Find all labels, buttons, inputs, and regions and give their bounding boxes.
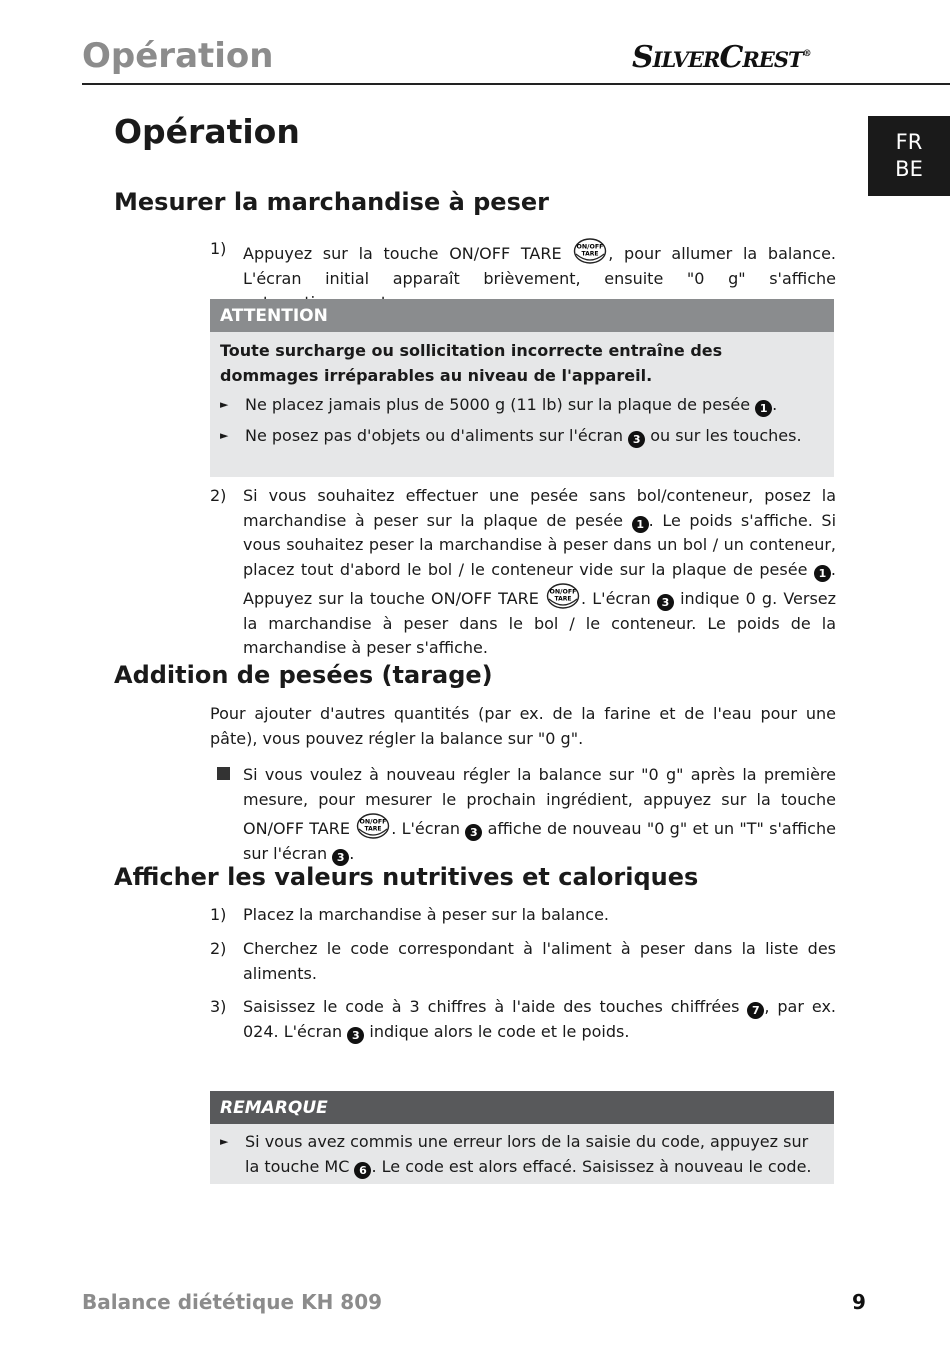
triangle-bullet-icon: ► <box>220 1135 229 1148</box>
language-tab <box>868 116 950 196</box>
attention-bullet: ► Ne posez pas d'objets ou d'aliments sur l'écran 3 ou sur les touches. <box>210 423 824 448</box>
svg-text:TARE: TARE <box>581 250 599 258</box>
step-number: 2) <box>210 486 227 505</box>
screen-ref-icon: 3 <box>332 849 349 866</box>
tare-intro: Pour ajouter d'autres quantités (par ex. de la farine et de l'eau pour une pâte), vous pouvez régler la balance sur "0 g". <box>210 704 836 748</box>
page-number: 9 <box>852 1290 866 1314</box>
step-1-text: Appuyez sur la touche ON/OFF TARE ON/OFF TARE , pour allumer la balance. L'écran initial apparaît brièvement, ensuite "0 g" s'affiche <box>243 237 836 316</box>
language-code-be: BE <box>895 157 923 181</box>
tare-bullet-text: Si vous voulez à nouveau régler la balance sur "0 g" après la première mesure, pour mesurer le prochain ingrédient, appuyez sur la touche ON/OFF TARE ON/OFF TARE . L'écran 3 affiche de nouveau "0 g" et un "T" s'affiche sur l'écran 3 . <box>243 765 836 864</box>
on-off-tare-button-icon <box>356 812 390 840</box>
screen-ref-icon: 3 <box>628 431 645 448</box>
svg-text:ON/OFF: ON/OFF <box>576 243 604 251</box>
section-heading-nutrition: Afficher les valeurs nutritives et caloriques <box>114 863 699 891</box>
on-off-tare-button-icon <box>546 582 580 610</box>
svg-text:ON/OFF: ON/OFF <box>359 818 387 826</box>
step-number: 3) <box>210 997 227 1016</box>
svg-text:ON/OFF: ON/OFF <box>549 588 577 596</box>
step-number: 2) <box>210 939 227 958</box>
remarque-title: REMARQUE <box>210 1091 834 1124</box>
nutrition-step-2: Cherchez le code correspondant à l'aliment à peser dans la liste des aliments. <box>243 939 836 983</box>
triangle-bullet-icon: ► <box>220 398 229 411</box>
attention-box <box>210 299 834 477</box>
triangle-bullet-icon: ► <box>220 429 229 442</box>
remarque-box <box>210 1091 834 1184</box>
on-off-tare-button-icon <box>573 237 607 265</box>
step-number: 1) <box>210 905 227 924</box>
header-title: Opération <box>82 36 274 76</box>
page-title: Opération <box>114 112 300 151</box>
language-code-fr: FR <box>895 130 923 154</box>
brand-logo: SilverCrest® <box>632 40 811 75</box>
attention-bullet: ► Ne placez jamais plus de 5000 g (11 lb) sur la plaque de pesée 1 . <box>210 392 824 417</box>
svg-text:TARE: TARE <box>554 595 572 603</box>
attention-title: ATTENTION <box>210 299 834 332</box>
section-heading-measure: Mesurer la marchandise à peser <box>114 188 549 216</box>
footer-product-name: Balance diététique KH 809 <box>82 1290 383 1314</box>
plate-ref-icon: 1 <box>814 565 831 582</box>
screen-ref-icon: 3 <box>347 1027 364 1044</box>
remarque-bullet: ► Si vous avez commis une erreur lors de la saisie du code, appuyez sur la touche MC 6 . Le code est alors effacé. Saisissez à nouveau le code. <box>210 1129 824 1179</box>
plate-ref-icon: 1 <box>632 516 649 533</box>
plate-ref-icon: 1 <box>755 400 772 417</box>
nutrition-step-3: Saisissez le code à 3 chiffres à l'aide des touches chiffrées 7 , par ex. 024. L'écran 3 indique alors le code et le poids. <box>243 997 837 1042</box>
screen-ref-icon: 3 <box>465 824 482 841</box>
step-2-text: Si vous souhaitez effectuer une pesée sans bol/conteneur, posez la marchandise à peser sur la plaque de pesée 1 . Le poids s'affiche. Si vous souhaitez peser la marchandise à peser dans un bol / un conteneur, placez tout d'abord le bol / le conteneur vide sur la plaque de pesée 1 . Appuyez sur la touche ON/OFF TARE ON/OFF TARE . L'écran 3 indique 0 g. Versez la marchandise à peser dans le bol / le conteneur. Le poids de la marchandise à peser s'affiche. <box>243 486 837 657</box>
section-heading-tare: Addition de pesées (tarage) <box>114 661 493 689</box>
nutrition-step-1: Placez la marchandise à peser sur la balance. <box>243 905 610 924</box>
screen-ref-icon: 3 <box>657 594 674 611</box>
header-divider <box>82 83 950 85</box>
number-keys-ref-icon: 7 <box>747 1002 764 1019</box>
svg-text:TARE: TARE <box>364 825 382 833</box>
mc-key-ref-icon: 6 <box>354 1162 371 1179</box>
step-number: 1) <box>210 239 227 258</box>
square-bullet-icon <box>217 767 230 780</box>
attention-warning: Toute surcharge ou sollicitation incorrecte entraîne des dommages irréparables au niveau de l'appareil. <box>220 341 723 385</box>
